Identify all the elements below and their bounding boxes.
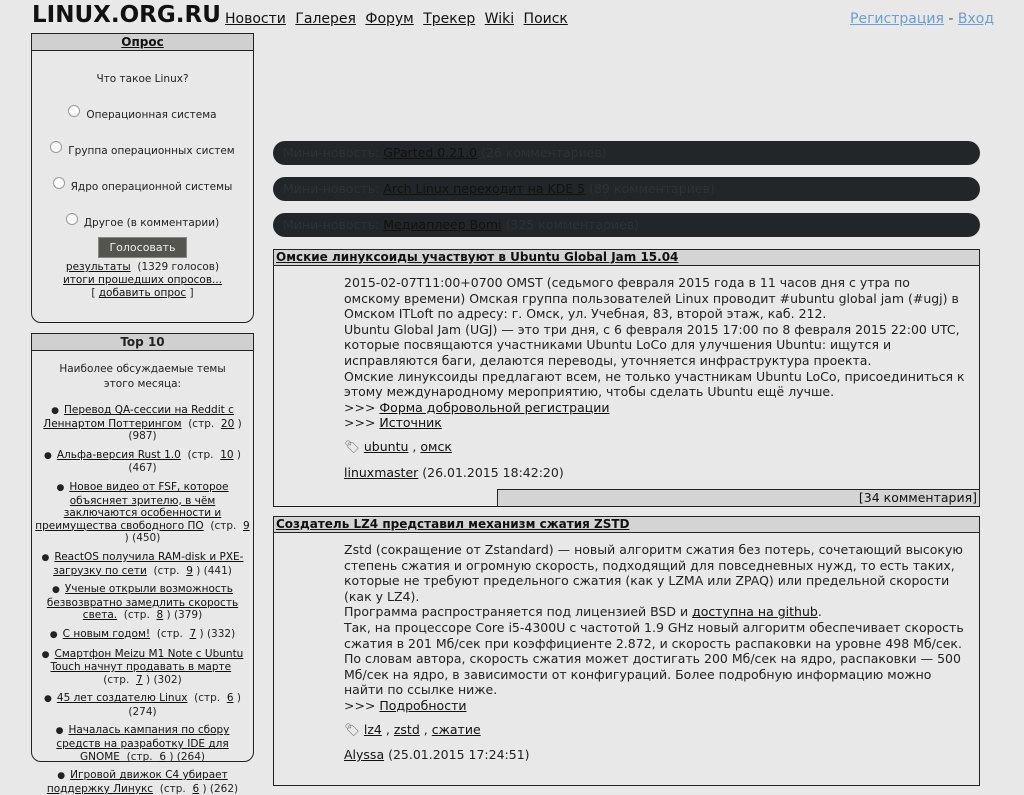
comment-count: (274) [128, 705, 157, 718]
post-date: (25.01.2015 17:24:51) [388, 747, 530, 763]
page-link[interactable]: 9 [243, 519, 250, 532]
registration-form-link[interactable]: Форма добровольной регистрации [379, 399, 610, 415]
article-paragraph: 2015-02-07T11:00+0700 OMST (седьмого февраля 2015 года в 11 часов дня с утра по омскому времени) Омская группа пользователей Linux проводит #ubuntu global jam (#ugj) в Омском ITLoft по адресу: г. Омск, ул. Учебная, 83, второй этаж, каб. 212. [344, 275, 959, 322]
page-label: (стр. [123, 609, 150, 622]
poll-option[interactable] [32, 109, 253, 121]
results-link[interactable]: результаты [65, 261, 131, 273]
bullet: ● [52, 585, 60, 596]
page-label: (стр. [156, 627, 183, 640]
top10-box [31, 333, 254, 795]
page-label: (стр. [210, 519, 237, 532]
comment-count: (302) [153, 673, 182, 686]
page-label: (стр. [159, 782, 186, 795]
page-link[interactable]: 10 [220, 448, 234, 461]
bullet: ● [41, 649, 50, 660]
tag-link[interactable]: омск [420, 438, 452, 454]
mini-news-comments: (325 комментариев) [505, 217, 640, 232]
page-link[interactable]: 8 [156, 609, 164, 622]
top10-title: Top 10 [32, 334, 253, 351]
article-title[interactable]: Омские линуксоиды участвуют в Ubuntu Global Jam 15.04 [276, 250, 679, 264]
source-link[interactable]: Источник [379, 415, 442, 431]
top10-link[interactable]: Ученые открыли возможность безвозвратно замедлить скорость света. [46, 583, 239, 622]
tag-icon: 🏷︎ [344, 438, 360, 454]
page-link[interactable]: 6 [192, 782, 200, 795]
tag-link[interactable]: zstd [393, 721, 420, 737]
mini-news-prefix: Мини-новость: [283, 145, 380, 160]
page-label: (стр. [153, 564, 180, 577]
tag-link[interactable]: сжатие [431, 721, 481, 737]
top10-link[interactable]: 45 лет создателю Linux [56, 692, 188, 705]
comment-count: (450) [132, 532, 161, 545]
comment-count: (379) [173, 609, 203, 622]
poll-question: Что такое Linux? [96, 73, 189, 85]
option-label: Операционная система [86, 109, 217, 121]
top10-link[interactable]: Альфа-версия Rust 1.0 [56, 448, 181, 461]
tag-link[interactable]: lz4 [363, 721, 382, 737]
option-label: Ядро операционной системы [70, 181, 233, 193]
author-link[interactable]: linuxmaster [344, 464, 419, 480]
site-logo[interactable]: LINUX.ORG.RU [32, 2, 221, 28]
top10-link[interactable]: С новым годом! [62, 627, 151, 640]
article-paragraph: Так, на процессоре Core i5-4300U с частотой 1.9 GHz новый алгоритм обеспечивает скорость сжатия в 201 Мб/сек при коэффициенте 2.872, и скорость распаковки на уровне 498 Мб/сек. [344, 619, 964, 651]
mini-news-link[interactable]: GParted 0.21.0 [383, 145, 478, 160]
bullet: ● [51, 406, 59, 416]
post-date: (26.01.2015 18:42:20) [422, 464, 564, 480]
top10-link[interactable]: Началась кампания по сбору средств на разработку IDE для GNOME [56, 724, 230, 763]
poll-box [31, 33, 254, 323]
poll-title[interactable]: Опрос [121, 35, 164, 49]
comments-link[interactable]: [34 комментария] [858, 490, 977, 505]
top10-item: ● Альфа-версия Rust 1.0 (стр. 10 ) (467) [44, 448, 241, 475]
bullet: ● [41, 552, 50, 563]
bullet: ● [44, 694, 52, 705]
radio-button[interactable] [68, 105, 80, 117]
top10-link[interactable]: Игровой движок C4 убирает поддержку Линукс [46, 769, 228, 795]
nav-news[interactable]: Новости [225, 11, 286, 27]
news-article [273, 249, 980, 507]
page-label: (стр. [187, 448, 214, 461]
mini-news-prefix: Мини-новость: [283, 181, 380, 196]
radio-button[interactable] [53, 177, 65, 189]
text: . [817, 604, 822, 620]
mini-news-comments: (26 комментариев) [481, 145, 607, 160]
bullet: ● [49, 629, 58, 640]
top10-item: ● Новое видео от FSF, которое объясняет зрителю, в чём заключаются особенности и преимущества свободного ПО (стр. 9 ) (450) [35, 480, 250, 545]
link-prefix: >>> [344, 697, 380, 713]
page-link[interactable]: 7 [189, 627, 197, 640]
bracket: [ [91, 287, 96, 299]
mini-news-item [273, 213, 980, 237]
nav-wiki[interactable]: Wiki [484, 11, 515, 27]
add-poll-link[interactable]: добавить опрос [98, 287, 187, 299]
article-paragraph: По словам автора, скорость сжатия может достигать 200 Мб/сек на ядро, распаковки — 500 Мб/сек на ядро, в зависимости от конфигураций. Более подробную информацию можно найти по ссылке ниже. [344, 651, 961, 698]
comment-count: (441) [203, 564, 232, 577]
top10-item: ● Смартфон Meizu M1 Note с Ubuntu Touch начнут продавать в марте (стр. 7 ) (302) [41, 647, 244, 686]
top10-link[interactable]: ReactOS получила RAM-disk и PXE-загрузку по сети [53, 550, 244, 577]
auth-separator: - [943, 11, 958, 27]
bullet: ● [55, 726, 64, 737]
nav-search[interactable]: Поиск [523, 11, 568, 27]
article-paragraph: Ubuntu Global Jam (UGJ) — это три дня, с 6 февраля 2015 17:00 по 8 февраля 2015 22:00 UTC, которые посвящаются участниками Ubuntu LoCo для улучшения Ubuntu: ищутся и исправляются баги, делаются переводы, уточняется инфраструктура проекта. [344, 321, 960, 368]
comment-count: (467) [128, 462, 157, 475]
top10-item: ● Ученые открыли возможность безвозвратно замедлить скорость света. (стр. 8 ) (379) [46, 583, 239, 622]
past-polls-link[interactable]: итоги прошедших опросов... [62, 274, 223, 286]
top10-item: ● 45 лет создателю Linux (стр. 6 ) (274) [44, 692, 241, 718]
top10-link[interactable]: Смартфон Meizu M1 Note с Ubuntu Touch начнут продавать в марте [50, 647, 244, 674]
link-prefix: >>> [344, 399, 380, 415]
comment-count: (262) [209, 782, 239, 795]
main-nav [225, 11, 573, 27]
tag-list: 🏷︎ ubuntu , омск [344, 438, 452, 454]
vote-count: (1329 голосов) [137, 261, 220, 273]
page-link[interactable]: 7 [135, 673, 143, 686]
bullet: ● [57, 771, 66, 782]
mini-news-link[interactable]: Медиаплеер Bomi [383, 217, 502, 232]
mini-news-item [273, 177, 980, 201]
page-link[interactable]: 20 [220, 417, 235, 430]
page-link[interactable]: 9 [186, 564, 193, 577]
mini-news-comments: (89 комментариев) [589, 181, 715, 196]
nav-gallery[interactable]: Галерея [295, 11, 356, 27]
tag-icon: 🏷︎ [344, 721, 360, 737]
top10-item: ● Игровой движок C4 убирает поддержку Линукс (стр. 6 ) (262) [46, 769, 239, 795]
text: Программа распространяется под лицензией BSD и [344, 604, 693, 620]
page-link[interactable]: 6 [226, 692, 234, 705]
page-label: (стр. [103, 673, 130, 686]
link-prefix: >>> [344, 415, 380, 431]
top10-item: ● Перевод QA-сессии на Reddit с Леннартом Поттерингом (стр. 20 ) (987) [43, 404, 242, 443]
mini-news-link[interactable]: Arch Linux переходит на KDE 5 [383, 181, 586, 196]
poll-option[interactable] [32, 181, 253, 193]
poll-option[interactable] [32, 145, 253, 157]
top10-item: ● С новым годом! (стр. 7 ) (332) [49, 627, 236, 640]
nav-tracker[interactable]: Трекер [423, 11, 476, 27]
page-label: (стр. [194, 692, 221, 705]
page-link[interactable]: 6 [159, 750, 166, 763]
poll-option[interactable] [32, 217, 253, 229]
article-title[interactable]: Создатель LZ4 представил механизм сжатия ZSTD [276, 517, 630, 531]
bullet: ● [56, 482, 65, 493]
register-link[interactable]: Регистрация [850, 11, 944, 27]
radio-button[interactable] [50, 141, 62, 153]
tag-list: 🏷︎ lz4 , zstd , сжатие [344, 721, 481, 737]
mini-news-prefix: Мини-новость: [283, 217, 380, 232]
auth-links [850, 11, 994, 27]
github-link[interactable]: доступна на github [692, 604, 818, 620]
top10-item: ● ReactOS получила RAM-disk и PXE-загрузку по сети (стр. 9 ) (441) [41, 550, 244, 577]
tag-link[interactable]: ubuntu [363, 438, 409, 454]
nav-forum[interactable]: Форум [365, 11, 414, 27]
mini-news-item [273, 141, 980, 165]
article-paragraph: Zstd (сокращение от Zstandard) — новый алгоритм сжатия без потерь, сочетающий высокую степень сжатия и огромную скорость, подходящий для повседневных нужд, то есть таких, которые не требуют предельного сжатия (как у LZMA или ZPAQ) или предельной скорости (как у LZ4). [344, 542, 963, 604]
comment-count: (332) [206, 627, 236, 640]
bullet: ● [44, 450, 52, 461]
page-label: (стр. [126, 750, 153, 763]
top10-intro: Наиболее обсуждаемые темы этого месяца: [59, 363, 226, 390]
comment-count: (264) [176, 750, 206, 763]
details-link[interactable]: Подробности [379, 697, 467, 713]
bracket: ] [189, 287, 194, 299]
article-paragraph: Омские линуксоиды предлагают всем, не только участникам Ubuntu LoCo, присоединиться к этому международному мероприятию, чтобы сделать Ubuntu ещё лучше. [344, 368, 965, 400]
page-label: (стр. [188, 417, 215, 430]
top10-list [32, 404, 253, 795]
option-label: Группа операционных систем [68, 145, 235, 157]
top10-item: ● Началась кампания по сбору средств на разработку IDE для GNOME (стр. 6 ) (264) [55, 724, 230, 763]
news-article [273, 516, 980, 786]
radio-button[interactable] [66, 213, 78, 225]
top10-link[interactable]: Новое видео от FSF, которое объясняет зрителю, в чём заключаются особенности и преимущества свободного ПО [35, 480, 229, 532]
author-link[interactable]: Alyssa [344, 747, 385, 763]
option-label: Другое (в комментарии) [83, 217, 220, 229]
comment-count: (987) [128, 430, 157, 443]
vote-button[interactable]: Голосовать [98, 237, 186, 258]
article-paragraph [344, 604, 969, 620]
login-link[interactable]: Вход [957, 11, 994, 27]
top10-link[interactable]: Перевод QA-сессии на Reddit с Леннартом Поттерингом [43, 404, 234, 430]
